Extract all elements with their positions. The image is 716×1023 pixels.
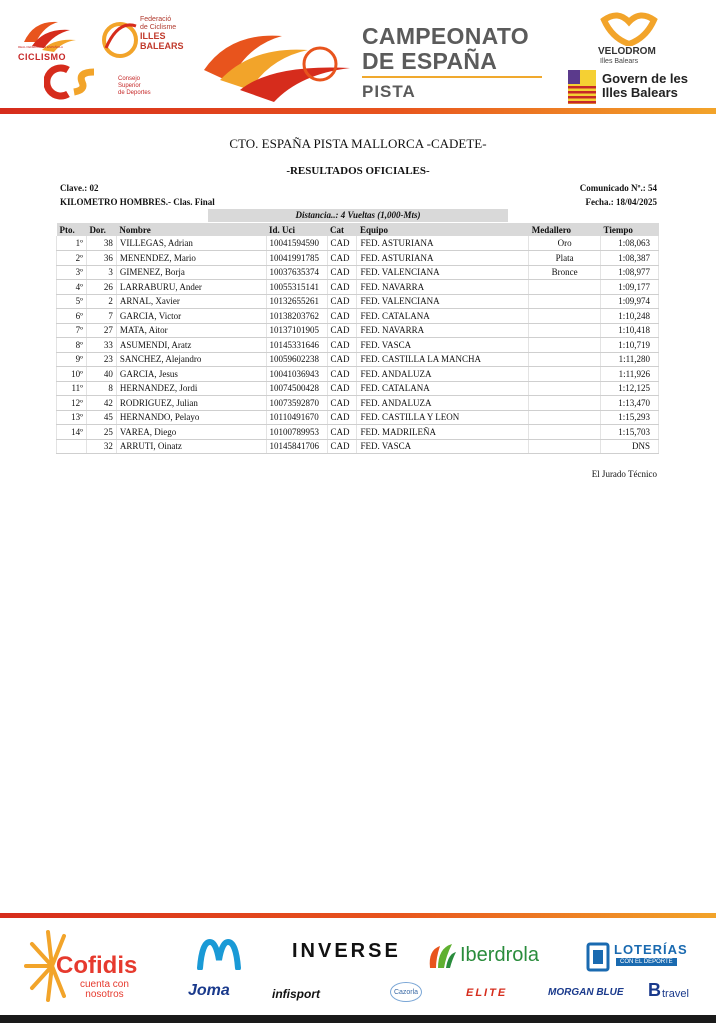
medal-cell — [529, 396, 601, 411]
team-cell: FED. ASTURIANA — [357, 236, 529, 251]
cofidis-tagline-1: cuenta con — [80, 979, 129, 990]
bib-cell: 3 — [86, 265, 116, 280]
bib-cell: 7 — [86, 309, 116, 324]
category-cell: CAD — [327, 396, 357, 411]
morgan-blue-logo: MORGAN BLUE — [548, 987, 624, 998]
table-row — [57, 352, 659, 367]
uci-id-cell: 10138203762 — [266, 309, 327, 324]
team-cell: FED. VASCA — [357, 338, 529, 353]
category-cell: CAD — [327, 425, 357, 440]
loterias-sub: CON EL DEPORTE — [616, 958, 677, 966]
category-cell: CAD — [327, 338, 357, 353]
header-dor: Dor. — [86, 223, 116, 236]
championship-discipline: PISTA — [362, 82, 416, 101]
jury-signature: El Jurado Técnico — [591, 469, 657, 479]
uci-id-cell: 10145841706 — [266, 439, 327, 454]
medal-cell — [529, 352, 601, 367]
uci-id-cell: 10041991785 — [266, 251, 327, 266]
table-row — [57, 381, 659, 396]
uci-id-cell: 10110491670 — [266, 410, 327, 425]
team-cell: FED. NAVARRA — [357, 280, 529, 295]
uci-id-cell: 10100789953 — [266, 425, 327, 440]
event-label: KILOMETRO HOMBRES.- Clas. Final — [60, 197, 215, 207]
medal-cell — [529, 294, 601, 309]
bib-cell: 32 — [86, 439, 116, 454]
name-cell: ARRUTI, Oinatz — [116, 439, 266, 454]
btravel-b-logo: B — [648, 980, 661, 1000]
csd-line2: Superior — [118, 83, 141, 89]
fcib-line4: BALEARS — [140, 41, 184, 51]
category-cell: CAD — [327, 352, 357, 367]
name-cell: ARNAL, Xavier — [116, 294, 266, 309]
distance-label: Distancia..: 4 Vueltas (1,000-Mts) — [208, 209, 508, 222]
category-cell: CAD — [327, 236, 357, 251]
cofidis-tagline — [80, 980, 129, 1000]
championship-line2: DE ESPAÑA — [362, 48, 498, 74]
table-row — [57, 294, 659, 309]
name-cell: LARRABURU, Ander — [116, 280, 266, 295]
time-cell: 1:08,977 — [601, 265, 659, 280]
header-tiempo: Tiempo — [601, 223, 659, 236]
time-cell: 1:09,177 — [601, 280, 659, 295]
table-row — [57, 265, 659, 280]
cazorla-logo: Cazorla — [390, 982, 422, 1002]
loterias-icon — [586, 942, 610, 972]
team-cell: FED. ANDALUZA — [357, 367, 529, 382]
uci-id-cell: 10041594590 — [266, 236, 327, 251]
velodrom-sub: Illes Balears — [600, 58, 639, 65]
time-cell: 1:15,293 — [601, 410, 659, 425]
championship-logo-icon — [200, 24, 360, 106]
fcib-line3: ILLES — [140, 31, 166, 41]
table-row — [57, 251, 659, 266]
csd-line1: Consejo — [118, 76, 141, 82]
table-row — [57, 338, 659, 353]
rank-cell: 7º — [57, 323, 87, 338]
name-cell: HERNANDO, Pelayo — [116, 410, 266, 425]
document-title: CTO. ESPAÑA PISTA MALLORCA -CADETE- — [229, 136, 487, 151]
bib-cell: 42 — [86, 396, 116, 411]
uci-id-cell: 10137101905 — [266, 323, 327, 338]
joma-logo: Joma — [188, 982, 230, 999]
category-cell: CAD — [327, 381, 357, 396]
uci-id-cell: 10037635374 — [266, 265, 327, 280]
rank-cell: 14º — [57, 425, 87, 440]
name-cell: GARCIA, Jesus — [116, 367, 266, 382]
bib-cell: 33 — [86, 338, 116, 353]
team-cell: FED. CASTILLA LA MANCHA — [357, 352, 529, 367]
csd-logo-icon — [44, 64, 106, 100]
uci-id-cell: 10074500428 — [266, 381, 327, 396]
document-subtitle: -RESULTADOS OFICIALES- — [286, 165, 430, 177]
time-cell: 1:11,280 — [601, 352, 659, 367]
rank-cell: 12º — [57, 396, 87, 411]
fcib-line2: de Ciclisme — [140, 24, 177, 31]
fcib-line1: Federació — [140, 16, 172, 23]
category-cell: CAD — [327, 367, 357, 382]
velodrom-name: VELODROM — [598, 46, 656, 57]
table-row — [57, 367, 659, 382]
cofidis-tagline-2: nosotros — [85, 989, 124, 1000]
time-cell: 1:09,974 — [601, 294, 659, 309]
team-cell: FED. CASTILLA Y LEON — [357, 410, 529, 425]
bib-cell: 8 — [86, 381, 116, 396]
table-row — [57, 425, 659, 440]
loterias-logo: LOTERÍAS — [614, 942, 688, 957]
rfec-small-text: REAL FEDERACIÓN ESPAÑOLA — [18, 45, 64, 49]
medal-cell — [529, 338, 601, 353]
team-cell: FED. VASCA — [357, 439, 529, 454]
header-banner — [0, 0, 716, 118]
medal-cell: Bronce — [529, 265, 601, 280]
category-cell: CAD — [327, 294, 357, 309]
bib-cell: 26 — [86, 280, 116, 295]
footer-bottom-bar — [0, 1015, 716, 1023]
medal-cell — [529, 309, 601, 324]
fcib-text — [140, 16, 184, 52]
medal-cell — [529, 280, 601, 295]
medal-cell — [529, 410, 601, 425]
bib-cell: 36 — [86, 251, 116, 266]
table-row — [57, 323, 659, 338]
bib-cell: 25 — [86, 425, 116, 440]
header-uci: Id. Uci — [266, 223, 327, 236]
championship-line1: CAMPEONATO — [362, 23, 529, 49]
iberdrola-leaf-icon — [426, 940, 458, 970]
table-row — [57, 439, 659, 454]
rank-cell — [57, 439, 87, 454]
bib-cell: 45 — [86, 410, 116, 425]
time-cell: 1:10,719 — [601, 338, 659, 353]
name-cell: VAREA, Diego — [116, 425, 266, 440]
name-cell: GIMENEZ, Borja — [116, 265, 266, 280]
time-cell: 1:15,703 — [601, 425, 659, 440]
clave-label: Clave.: 02 — [60, 183, 99, 193]
rank-cell: 3º — [57, 265, 87, 280]
rank-cell: 10º — [57, 367, 87, 382]
name-cell: SANCHEZ, Alejandro — [116, 352, 266, 367]
results-body — [57, 236, 659, 454]
time-cell: DNS — [601, 439, 659, 454]
name-cell: MATA, Aitor — [116, 323, 266, 338]
table-row — [57, 280, 659, 295]
name-cell: MENENDEZ, Mario — [116, 251, 266, 266]
name-cell: ASUMENDI, Aratz — [116, 338, 266, 353]
category-cell: CAD — [327, 410, 357, 425]
rank-cell: 2º — [57, 251, 87, 266]
category-cell: CAD — [327, 265, 357, 280]
team-cell: FED. CATALANA — [357, 309, 529, 324]
bib-cell: 40 — [86, 367, 116, 382]
govern-text — [602, 72, 688, 100]
header-medallero: Medallero — [529, 223, 601, 236]
results-table — [56, 223, 659, 454]
govern-flag-icon — [568, 70, 596, 104]
header-pto: Pto. — [57, 223, 87, 236]
bib-cell: 27 — [86, 323, 116, 338]
time-cell: 1:10,418 — [601, 323, 659, 338]
header-cat: Cat — [327, 223, 357, 236]
footer-color-bar — [0, 913, 716, 918]
category-cell: CAD — [327, 439, 357, 454]
team-cell: FED. CATALANA — [357, 381, 529, 396]
medal-cell — [529, 439, 601, 454]
team-cell: FED. ASTURIANA — [357, 251, 529, 266]
team-cell: FED. NAVARRA — [357, 323, 529, 338]
header-color-bar — [0, 108, 716, 114]
team-cell: FED. VALENCIANA — [357, 265, 529, 280]
movistar-logo-icon — [196, 938, 242, 970]
championship-divider — [362, 76, 542, 78]
category-cell: CAD — [327, 251, 357, 266]
govern-line2: Illes Balears — [602, 85, 678, 100]
team-cell: FED. MADRILEÑA — [357, 425, 529, 440]
rank-cell: 9º — [57, 352, 87, 367]
team-cell: FED. ANDALUZA — [357, 396, 529, 411]
uci-id-cell: 10073592870 — [266, 396, 327, 411]
medal-cell — [529, 381, 601, 396]
time-cell: 1:12,125 — [601, 381, 659, 396]
time-cell: 1:10,248 — [601, 309, 659, 324]
uci-id-cell: 10132655261 — [266, 294, 327, 309]
name-cell: GARCIA, Victor — [116, 309, 266, 324]
rank-cell: 6º — [57, 309, 87, 324]
bib-cell: 23 — [86, 352, 116, 367]
uci-id-cell: 10041036943 — [266, 367, 327, 382]
elite-logo: ELITE — [466, 987, 508, 999]
uci-id-cell: 10059602238 — [266, 352, 327, 367]
category-cell: CAD — [327, 309, 357, 324]
bib-cell: 38 — [86, 236, 116, 251]
header-nombre: Nombre — [116, 223, 266, 236]
rank-cell: 13º — [57, 410, 87, 425]
uci-id-cell: 10145331646 — [266, 338, 327, 353]
comunicado-label: Comunicado Nº.: 54 — [579, 183, 657, 193]
bib-cell: 2 — [86, 294, 116, 309]
infisport-logo: infisport — [272, 987, 320, 1001]
csd-text — [118, 76, 151, 97]
medal-cell: Oro — [529, 236, 601, 251]
rfec-name: CICLISMO — [18, 52, 66, 62]
time-cell: 1:11,926 — [601, 367, 659, 382]
category-cell: CAD — [327, 280, 357, 295]
table-row — [57, 396, 659, 411]
team-cell: FED. VALENCIANA — [357, 294, 529, 309]
name-cell: VILLEGAS, Adrian — [116, 236, 266, 251]
table-row — [57, 410, 659, 425]
rank-cell: 4º — [57, 280, 87, 295]
championship-title — [362, 24, 529, 74]
btravel-logo: travel — [662, 988, 689, 1000]
table-row — [57, 309, 659, 324]
rank-cell: 5º — [57, 294, 87, 309]
cofidis-logo: Cofidis — [56, 952, 138, 979]
inverse-logo: INVERSE — [292, 940, 401, 962]
rank-cell: 11º — [57, 381, 87, 396]
medal-cell — [529, 367, 601, 382]
velodrom-logo-icon — [598, 8, 660, 46]
csd-line3: de Deportes — [118, 90, 151, 96]
time-cell: 1:13,470 — [601, 396, 659, 411]
rank-cell: 8º — [57, 338, 87, 353]
rank-cell: 1º — [57, 236, 87, 251]
table-row — [57, 236, 659, 251]
medal-cell — [529, 425, 601, 440]
name-cell: HERNANDEZ, Jordi — [116, 381, 266, 396]
medal-cell: Plata — [529, 251, 601, 266]
header-equipo: Equipo — [357, 223, 529, 236]
medal-cell — [529, 323, 601, 338]
fecha-label: Fecha.: 18/04/2025 — [585, 197, 657, 207]
iberdrola-logo: Iberdrola — [460, 944, 539, 966]
govern-line1: Govern de les — [602, 71, 688, 86]
time-cell: 1:08,387 — [601, 251, 659, 266]
time-cell: 1:08,063 — [601, 236, 659, 251]
uci-id-cell: 10055315141 — [266, 280, 327, 295]
name-cell: RODRIGUEZ, Julian — [116, 396, 266, 411]
table-header-row — [57, 223, 659, 236]
category-cell: CAD — [327, 323, 357, 338]
